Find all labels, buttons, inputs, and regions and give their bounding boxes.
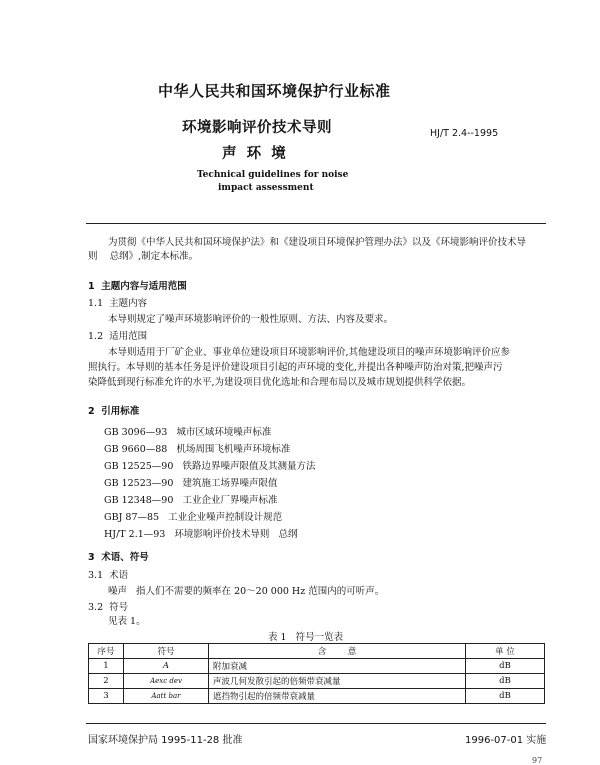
footer-divider [86, 723, 546, 724]
section-3-2-title: 3.2 符号 [88, 602, 129, 613]
reference-item: GBJ 87—85 工业企业噪声控制设计规范 [104, 512, 283, 523]
table-row [89, 689, 545, 704]
section-2-title: 2 引用标准 [88, 406, 140, 417]
reference-item: GB 12348—90 工业企业厂界噪声标准 [104, 495, 278, 506]
section-3-2-text: 见表 1。 [108, 616, 146, 627]
intro-line2: 则 总纲》,制定本标准。 [88, 251, 199, 262]
reference-item: HJ/T 2.1—93 环境影响评价技术导则 总纲 [104, 529, 298, 540]
table-cell: A [124, 659, 209, 674]
reference-item: GB 3096—93 城市区域环境噪声标准 [104, 427, 272, 438]
table-cell: 附加衰减 [209, 659, 466, 674]
reference-item: GB 12523—90 建筑施工场界噪声限值 [104, 478, 278, 489]
section-1-2-line2: 照执行。本导则的基本任务是评价建设项目引起的声环境的变化,并提出各种噪声防治对策,把噪声污 [88, 362, 503, 373]
section-3-1-title: 3.1 术语 [88, 570, 129, 581]
doc-title: 环境影响评价技术导则 [182, 120, 332, 136]
org-title: 中华人民共和国环境保护行业标准 [158, 82, 391, 100]
english-title-line1: Technical guidelines for noise [197, 170, 349, 180]
table-caption: 表 1 符号一览表 [268, 632, 344, 643]
column-header: 单 位 [466, 644, 545, 659]
header-divider [86, 223, 546, 224]
table-cell: 声波几何发散引起的倍频带衰减量 [209, 674, 466, 689]
section-3-title: 3 术语、符号 [88, 552, 149, 563]
column-header: 含 意 [209, 644, 466, 659]
section-1-2-title: 1.2 适用范围 [88, 331, 148, 342]
implementation-date: 1996-07-01 实施 [465, 735, 547, 746]
page-number: 97 [532, 756, 543, 765]
section-1-1-text: 本导则规定了噪声环境影响评价的一般性原则、方法、内容及要求。 [108, 314, 394, 325]
section-1-2-line1: 本导则适用于厂矿企业、事业单位建设项目环境影响评价,其他建设项目的噪声环境影响评价应参 [108, 347, 511, 358]
reference-item: GB 12525—90 铁路边界噪声限值及其测量方法 [104, 461, 316, 472]
table-header-row [89, 644, 545, 659]
reference-item: GB 9660—88 机场周围飞机噪声环境标准 [104, 444, 291, 455]
table-cell: 3 [89, 689, 124, 704]
table-row [89, 674, 545, 689]
table-cell: 遮挡物引起的倍频带衰减量 [209, 689, 466, 704]
table-cell: dB [466, 689, 545, 704]
table-cell: Aexc dev [124, 674, 209, 689]
table-cell: Aatt bar [124, 689, 209, 704]
english-title-line2: impact assessment [218, 183, 314, 193]
column-header: 符号 [124, 644, 209, 659]
section-3-1-text: 噪声 指人们不需要的频率在 20～20 000 Hz 范围内的可听声。 [108, 586, 385, 597]
symbol-table [88, 643, 545, 704]
approval-date: 国家环境保护局 1995-11-28 批准 [88, 735, 243, 746]
section-1-1-title: 1.1 主题内容 [88, 298, 148, 309]
table-cell: dB [466, 659, 545, 674]
table-cell: 2 [89, 674, 124, 689]
std-number: HJ/T 2.4--1995 [430, 128, 499, 139]
section-1-2-line3: 染降低到现行标准允许的水平,为建设项目优化选址和合理布局以及城市规划提供科学依据。 [88, 377, 472, 388]
table-cell: 1 [89, 659, 124, 674]
column-header: 序号 [89, 644, 124, 659]
section-1-title: 1 主题内容与适用范围 [88, 281, 187, 292]
intro-line1: 为贯彻《中华人民共和国环境保护法》和《建设项目环境保护管理办法》以及《环境影响评价技术导 [108, 237, 527, 248]
table-cell: dB [466, 674, 545, 689]
table-row [89, 659, 545, 674]
doc-subtitle: 声 环 境 [222, 146, 286, 162]
